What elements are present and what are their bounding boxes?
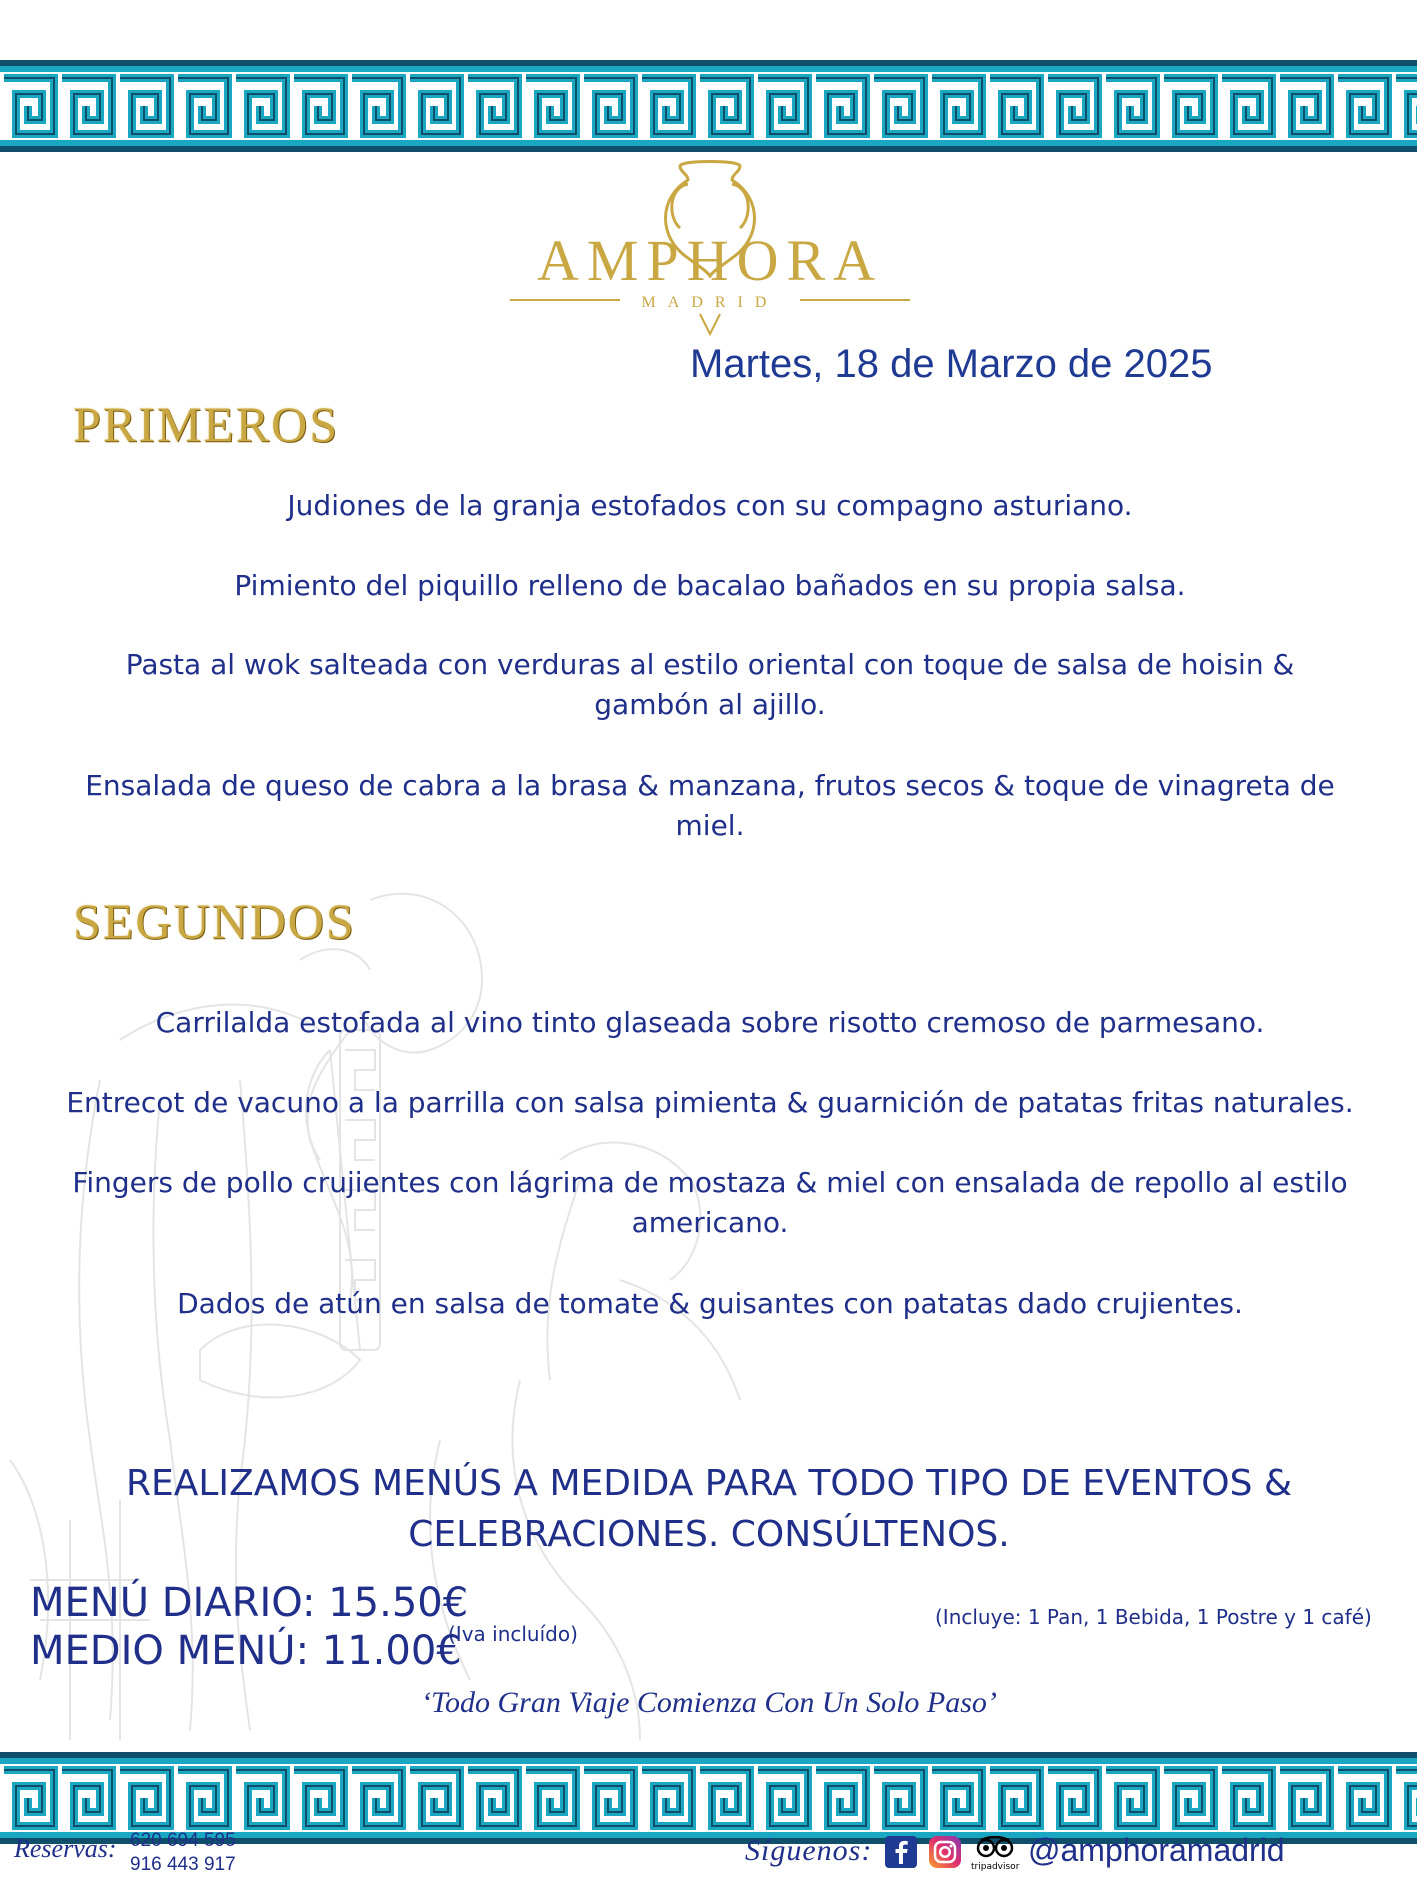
primeros-item-3: Pasta al wok salteada con verduras al estilo oriental con toque de salsa de hoisin & gambón al ajillo. xyxy=(125,648,1295,721)
segundos-item-2: Entrecot de vacuno a la parrilla con salsa pimienta & guarnición de patatas fritas naturales. xyxy=(66,1086,1354,1119)
svg-text:AMPHORA: AMPHORA xyxy=(536,228,884,293)
greek-key-border-top xyxy=(0,60,1417,152)
segundos-item-1: Carrilalda estofada al vino tinto glaseada sobre risotto cremoso de parmesano. xyxy=(155,1006,1265,1039)
svg-text:MADRID: MADRID xyxy=(641,294,779,311)
phone-number-1[interactable]: 620 694 595 xyxy=(130,1830,236,1851)
reservas-label: Reservas: xyxy=(14,1834,117,1863)
instagram-icon[interactable] xyxy=(929,1836,961,1868)
facebook-icon[interactable] xyxy=(885,1836,917,1868)
amphora-logo xyxy=(500,158,920,348)
motto-quote: ‘Todo Gran Viaje Comienza Con Un Solo Paso’ xyxy=(421,1686,997,1719)
social-handle[interactable]: @amphoramadrid xyxy=(1028,1832,1285,1868)
primeros-item-4: Ensalada de queso de cabra a la brasa & manzana, frutos secos & toque de vinagreta de miel. xyxy=(85,769,1335,842)
menu-date: Martes, 18 de Marzo de 2025 xyxy=(690,342,1213,386)
segundos-heading: SEGUNDOS xyxy=(73,893,356,949)
tripadvisor-text: tripadvisor xyxy=(971,1862,1020,1872)
primeros-item-2: Pimiento del piquillo relleno de bacalao bañados en su propia salsa. xyxy=(234,569,1186,602)
half-menu-price: MEDIO MENÚ: 11.00€ xyxy=(30,1628,462,1674)
events-promo-line-2: CELEBRACIONES. CONSÚLTENOS. xyxy=(408,1514,1010,1555)
primeros-heading: PRIMEROS xyxy=(73,396,340,452)
events-promo-line-1: REALIZAMOS MENÚS A MEDIDA PARA TODO TIPO DE EVENTOS & xyxy=(125,1463,1293,1504)
phone-number-2[interactable]: 916 443 917 xyxy=(130,1854,236,1875)
follow-us-label: Síguenos: xyxy=(745,1834,873,1867)
segundos-item-3: Fingers de pollo crujientes con lágrima de mostaza & miel con ensalada de repollo al estilo americano. xyxy=(72,1166,1348,1239)
primeros-item-1: Judiones de la granja estofados con su compagno asturiano. xyxy=(287,489,1133,522)
daily-menu-price: MENÚ DIARIO: 15.50€ xyxy=(30,1580,469,1626)
segundos-item-4: Dados de atún en salsa de tomate & guisantes con patatas dado crujientes. xyxy=(177,1287,1243,1320)
iva-note: (Iva incluído) xyxy=(448,1622,578,1646)
includes-note: (Incluye: 1 Pan, 1 Bebida, 1 Postre y 1 café) xyxy=(935,1605,1372,1629)
